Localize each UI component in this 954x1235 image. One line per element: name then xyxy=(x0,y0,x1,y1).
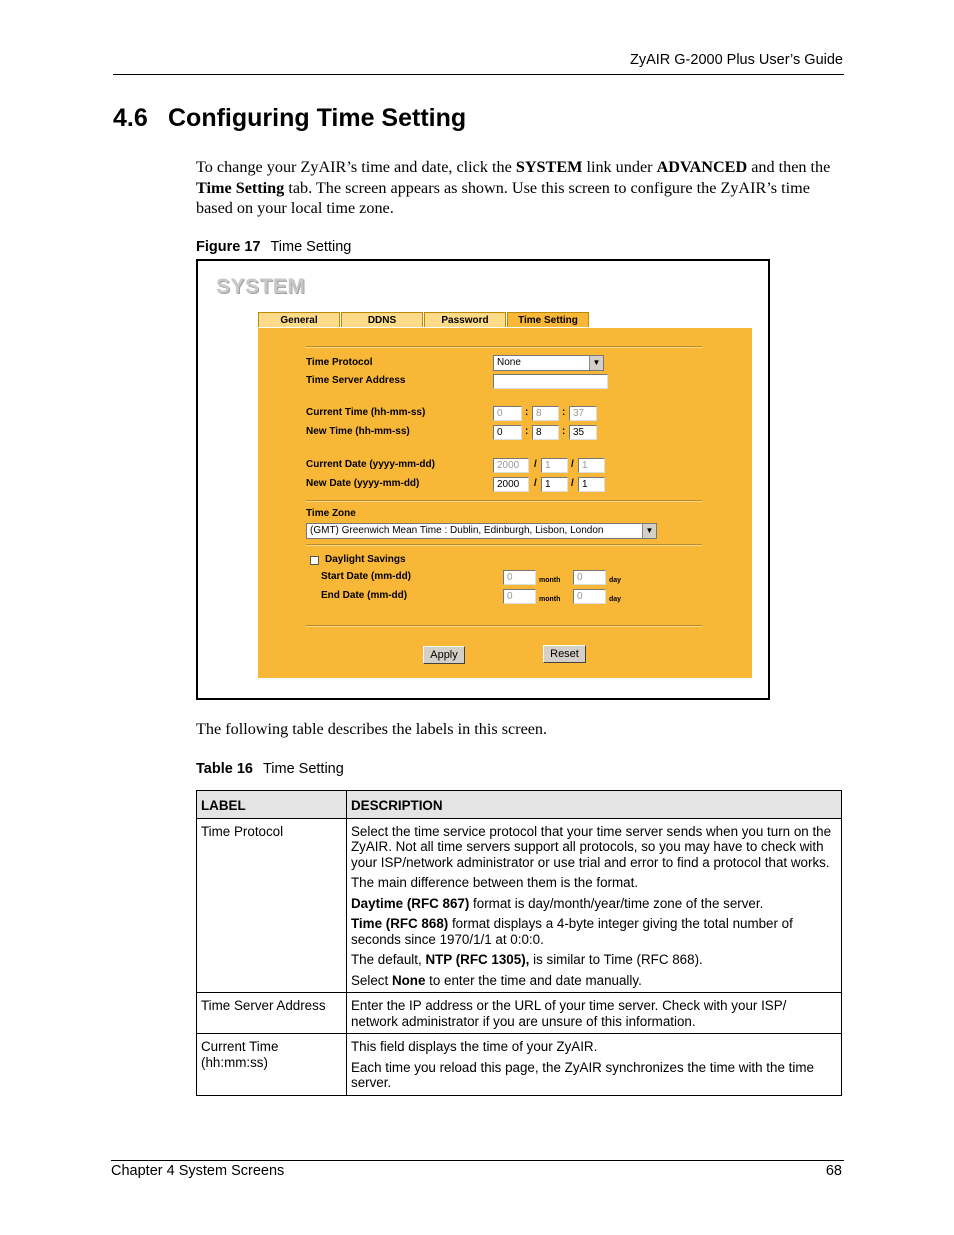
intro-bold: SYSTEM xyxy=(515,158,583,176)
intro-text: tab. The screen appears as shown. Use this screen to configure the ZyAIR’s time based on your local time zone. xyxy=(196,178,810,217)
running-header: ZyAIR G-2000 Plus User’s Guide xyxy=(629,52,843,68)
footer-rule xyxy=(111,1160,844,1161)
divider xyxy=(306,544,702,546)
new-date-yyyy[interactable]: 2000 xyxy=(493,477,529,492)
divider xyxy=(306,346,702,348)
intro-text: To change your ZyAIR’s time and date, click the xyxy=(196,158,516,176)
description-table xyxy=(196,790,842,1096)
figure-title: Time Setting xyxy=(270,239,352,255)
desc-text: is similar to Time (RFC 868). xyxy=(529,952,703,967)
desc-paragraph: Each time you reload this page, the ZyAIR synchronizes the time with the time server. xyxy=(351,1059,814,1090)
desc-bold: NTP (RFC 1305), xyxy=(425,952,530,967)
table-caption xyxy=(196,761,344,777)
daylight-savings-label: Daylight Savings xyxy=(325,554,406,565)
screen-title: SYSTEM xyxy=(216,275,306,298)
current-time-hh: 0 xyxy=(493,406,522,421)
date-separator: / xyxy=(571,459,574,470)
desc-paragraph: Enter the IP address or the URL of your time server. Check with your ISP/ network administrator if you are unsure of this information. xyxy=(351,998,787,1029)
desc-text: format displays a 4-byte integer giving the total number of seconds since 1970/1/1 at 0:0:0. xyxy=(351,916,793,947)
section-title: Configuring Time Setting xyxy=(168,104,467,132)
time-server-input[interactable] xyxy=(493,374,608,389)
new-time-hh[interactable]: 0 xyxy=(493,425,522,440)
day-unit: day xyxy=(609,596,622,603)
time-zone-select[interactable] xyxy=(306,523,657,539)
new-time-label: New Time (hh-mm-ss) xyxy=(306,426,410,437)
daylight-savings-checkbox[interactable] xyxy=(310,556,319,565)
new-time-mm[interactable]: 8 xyxy=(532,425,559,440)
current-date-label: Current Date (yyyy-mm-dd) xyxy=(306,459,435,470)
time-separator: : xyxy=(525,407,529,418)
new-date-label: New Date (yyyy-mm-dd) xyxy=(306,478,420,489)
apply-button[interactable]: Apply xyxy=(423,646,465,664)
column-header-label: LABEL xyxy=(197,791,347,819)
desc-bold: Daytime (RFC 867) xyxy=(351,895,470,911)
settings-panel xyxy=(258,328,752,678)
current-time-label: Current Time (hh-mm-ss) xyxy=(306,407,426,418)
chevron-down-icon: ▼ xyxy=(589,356,603,370)
row-label: Time Protocol xyxy=(197,818,347,993)
footer-chapter: Chapter 4 System Screens xyxy=(111,1163,285,1179)
tab-general[interactable]: General xyxy=(258,312,340,327)
tab-password[interactable]: Password xyxy=(424,312,506,327)
time-protocol-label: Time Protocol xyxy=(306,357,373,368)
table-row xyxy=(197,993,842,1034)
row-description xyxy=(347,993,842,1034)
date-separator: / xyxy=(534,459,537,470)
table-label: Table 16 xyxy=(196,761,253,777)
section-heading xyxy=(113,104,466,133)
intro-bold: Time Setting xyxy=(196,178,285,197)
section-number: 4.6 xyxy=(113,104,148,132)
end-month-input: 0 xyxy=(503,589,536,604)
day-unit: day xyxy=(609,577,622,584)
desc-text: The default, xyxy=(351,952,426,967)
start-month-input: 0 xyxy=(503,570,536,585)
desc-paragraph xyxy=(351,916,836,947)
start-day-input: 0 xyxy=(573,570,606,585)
figure-screenshot xyxy=(196,259,770,700)
date-separator: / xyxy=(571,478,574,489)
row-label: Time Server Address xyxy=(197,993,347,1034)
current-date-dd: 1 xyxy=(578,458,605,473)
row-description xyxy=(347,818,842,993)
time-separator: : xyxy=(562,407,566,418)
desc-bold: Time (RFC 868) xyxy=(351,916,449,931)
new-date-mm[interactable]: 1 xyxy=(541,477,568,492)
header-rule xyxy=(113,74,844,75)
figure-label: Figure 17 xyxy=(196,239,261,255)
new-time-ss[interactable]: 35 xyxy=(569,425,597,440)
month-unit: month xyxy=(539,596,561,603)
desc-paragraph xyxy=(351,896,836,912)
tab-ddns[interactable]: DDNS xyxy=(341,312,423,327)
start-date-label: Start Date (mm-dd) xyxy=(321,571,412,582)
current-time-ss: 37 xyxy=(569,406,597,421)
desc-text: format is day/month/year/time zone of the server. xyxy=(469,895,764,911)
time-server-label: Time Server Address xyxy=(306,375,406,386)
desc-paragraph xyxy=(351,973,836,989)
intro-bold: ADVANCED xyxy=(656,158,748,176)
table-intro: The following table describes the labels in this screen. xyxy=(196,720,548,738)
desc-paragraph: The main difference between them is the format. xyxy=(351,875,639,890)
intro-text: link under xyxy=(582,158,657,176)
desc-paragraph: This field displays the time of your ZyAIR. xyxy=(351,1039,598,1054)
page-number: 68 xyxy=(825,1163,842,1179)
new-date-dd[interactable]: 1 xyxy=(578,477,605,492)
time-zone-label: Time Zone xyxy=(306,508,356,519)
row-label: Current Time (hh:mm:ss) xyxy=(197,1034,347,1096)
table-row xyxy=(197,1034,842,1096)
current-date-mm: 1 xyxy=(541,458,568,473)
month-unit: month xyxy=(539,577,561,584)
table-header-row xyxy=(197,791,842,819)
date-separator: / xyxy=(534,478,537,489)
column-header-description: DESCRIPTION xyxy=(347,791,842,819)
time-zone-value: (GMT) Greenwich Mean Time : Dublin, Edinburgh, Lisbon, London xyxy=(310,525,604,536)
divider xyxy=(306,625,702,627)
tab-bar xyxy=(258,312,590,328)
figure-caption xyxy=(196,239,351,255)
tab-time-setting[interactable]: Time Setting xyxy=(507,312,589,327)
desc-paragraph xyxy=(351,952,836,968)
desc-text: to enter the time and date manually. xyxy=(425,972,642,988)
desc-paragraph: Select the time service protocol that your time server sends when you turn on the ZyAIR. Not all time servers support all protocols, so you may have to check with your ISP/network administrator or use trial and error to find a protocol that works. xyxy=(351,823,832,870)
desc-bold: None xyxy=(391,972,426,988)
time-protocol-value: None xyxy=(497,357,521,368)
end-day-input: 0 xyxy=(573,589,606,604)
desc-text: Select xyxy=(351,972,392,988)
current-date-yyyy: 2000 xyxy=(493,458,529,473)
row-description xyxy=(347,1034,842,1096)
table-row xyxy=(197,818,842,993)
time-separator: : xyxy=(562,426,566,437)
chevron-down-icon: ▼ xyxy=(642,524,656,538)
intro-text: and then the xyxy=(747,158,831,176)
intro-paragraph xyxy=(196,157,844,219)
time-separator: : xyxy=(525,426,529,437)
current-time-mm: 8 xyxy=(532,406,559,421)
end-date-label: End Date (mm-dd) xyxy=(321,590,408,601)
table-title: Time Setting xyxy=(262,761,344,777)
time-protocol-select[interactable] xyxy=(493,355,604,371)
reset-button[interactable]: Reset xyxy=(543,645,586,663)
divider xyxy=(306,500,702,502)
